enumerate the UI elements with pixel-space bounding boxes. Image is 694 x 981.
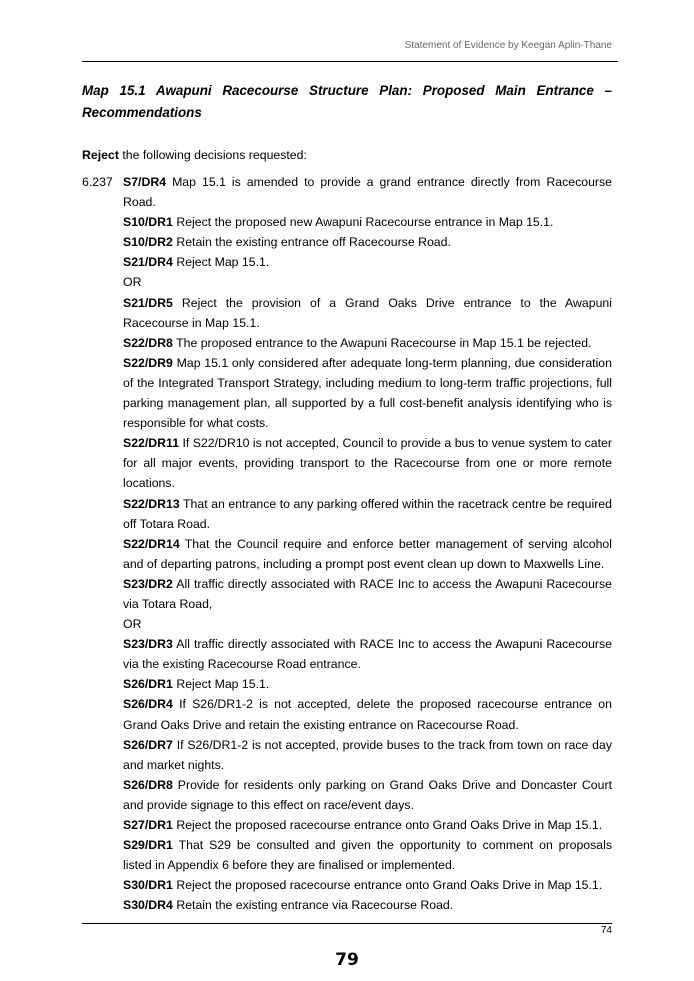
decision-item [123, 232, 612, 252]
decision-text: Map 15.1 is amended to provide a grand entrance directly from Racecourse Road. [123, 175, 612, 210]
decision-text: Reject the proposed racecourse entrance onto Grand Oaks Drive in Map 15.1. [172, 878, 603, 893]
decision-code: S30/DR4 [123, 898, 173, 913]
decision-item [123, 333, 612, 353]
decision-item [123, 433, 612, 493]
decision-item [123, 534, 612, 574]
decision-text: Reject the proposed new Awapuni Racecourse entrance in Map 15.1. [172, 215, 554, 230]
decision-code: S23/DR3 [123, 637, 173, 652]
decision-code: S10/DR1 [123, 215, 173, 230]
decision-text: Reject the provision of a Grand Oaks Drive entrance to the Awapuni Racecourse in Map 15.1. [123, 295, 612, 330]
decision-item [123, 815, 612, 835]
decision-item [123, 172, 612, 212]
decision-text: That an entrance to any parking offered within the racetrack centre be required off Totara Road. [123, 496, 612, 531]
decision-code: S30/DR1 [123, 878, 173, 893]
decision-item [123, 212, 612, 232]
header-divider [82, 61, 618, 62]
decision-code: S23/DR2 [123, 576, 173, 591]
document-header: Statement of Evidence by Keegan Aplin-Thane [404, 40, 612, 51]
reject-text: the following decisions requested: [118, 148, 307, 162]
decision-text: If S22/DR10 is not accepted, Council to provide a bus to venue system to cater for all major events, providing transport to the Racecourse from one or more remote locations. [123, 436, 612, 491]
decision-code: S10/DR2 [123, 235, 173, 250]
decision-text: All traffic directly associated with RACE Inc to access the Awapuni Racecourse via Totara Road, [123, 576, 612, 611]
decision-item [123, 614, 612, 634]
decision-item [123, 735, 612, 775]
decision-code: S26/DR7 [123, 737, 173, 752]
decision-code: S22/DR11 [123, 436, 180, 451]
decision-text: Provide for residents only parking on Grand Oaks Drive and Doncaster Court and provide signage to this effect on race/event days. [123, 777, 612, 812]
decision-item [123, 875, 612, 895]
decision-item [123, 494, 612, 534]
section-title: Map 15.1 Awapuni Racecourse Structure Plan: Proposed Main Entrance – Recommendations [82, 83, 612, 120]
decision-item [123, 353, 612, 433]
decision-text: OR [123, 275, 142, 290]
decision-items [123, 172, 612, 915]
decision-text: That S29 be consulted and given the opportunity to comment on proposals listed in Appendix 6 before they are finalised or implemented. [123, 838, 612, 873]
decision-item [123, 835, 612, 875]
decision-item [123, 674, 612, 694]
decision-item [123, 694, 612, 734]
decision-code: S21/DR4 [123, 255, 173, 270]
decision-text: The proposed entrance to the Awapuni Racecourse in Map 15.1 be rejected. [172, 335, 592, 350]
decision-code: S22/DR13 [123, 496, 180, 511]
decision-code: S7/DR4 [123, 175, 167, 189]
reject-line [82, 145, 307, 165]
decision-code: S22/DR9 [123, 355, 173, 370]
reject-label: Reject [82, 148, 119, 162]
decision-text: That the Council require and enforce better management of serving alcohol and of departing patrons, including a prompt post event clean up down to Maxwells Line. [123, 536, 612, 571]
decision-text: Retain the existing entrance via Racecourse Road. [172, 898, 454, 913]
decision-item [123, 775, 612, 815]
decision-code: S26/DR4 [123, 697, 173, 712]
decision-code: S22/DR8 [123, 335, 173, 350]
decision-text: Reject the proposed racecourse entrance onto Grand Oaks Drive in Map 15.1. [172, 818, 603, 832]
sheet-number: 79 [335, 950, 359, 970]
page-number: 74 [600, 925, 612, 936]
decision-item [123, 574, 612, 614]
decision-item [123, 634, 612, 674]
decision-item [123, 252, 612, 272]
decision-text: All traffic directly associated with RACE Inc to access the Awapuni Racecourse via the existing Racecourse Road entrance. [123, 637, 612, 672]
decision-code: S26/DR8 [123, 777, 173, 792]
decision-code: S29/DR1 [123, 838, 173, 853]
decision-code: S27/DR1 [123, 818, 173, 832]
decision-text: Reject Map 15.1. [172, 255, 270, 270]
decision-item [123, 895, 612, 915]
decision-text: If S26/DR1-2 is not accepted, delete the proposed racecourse entrance on Grand Oaks Drive and retain the existing entrance on Racecourse Road. [123, 697, 612, 732]
decision-text: If S26/DR1-2 is not accepted, provide buses to the track from town on race day and market nights. [123, 737, 612, 772]
decision-code: S21/DR5 [123, 295, 173, 310]
decision-code: S22/DR14 [123, 536, 180, 551]
decision-text: Reject Map 15.1. [172, 677, 270, 692]
decision-text: OR [123, 617, 142, 632]
decisions-list [82, 172, 612, 915]
decision-code: S26/DR1 [123, 677, 173, 692]
decision-text: Retain the existing entrance off Racecourse Road. [172, 235, 451, 250]
footer-divider [82, 923, 612, 924]
decision-item [123, 293, 612, 333]
decision-item [123, 272, 612, 292]
paragraph-number: 6.237 [82, 175, 113, 189]
decision-text: Map 15.1 only considered after adequate long-term planning, due consideration of the Integrated Transport Strategy, including medium to long-term traffic projections, full parking management plan, all supported by a full cost-benefit analysis identifying who is responsible for what costs. [123, 355, 612, 431]
